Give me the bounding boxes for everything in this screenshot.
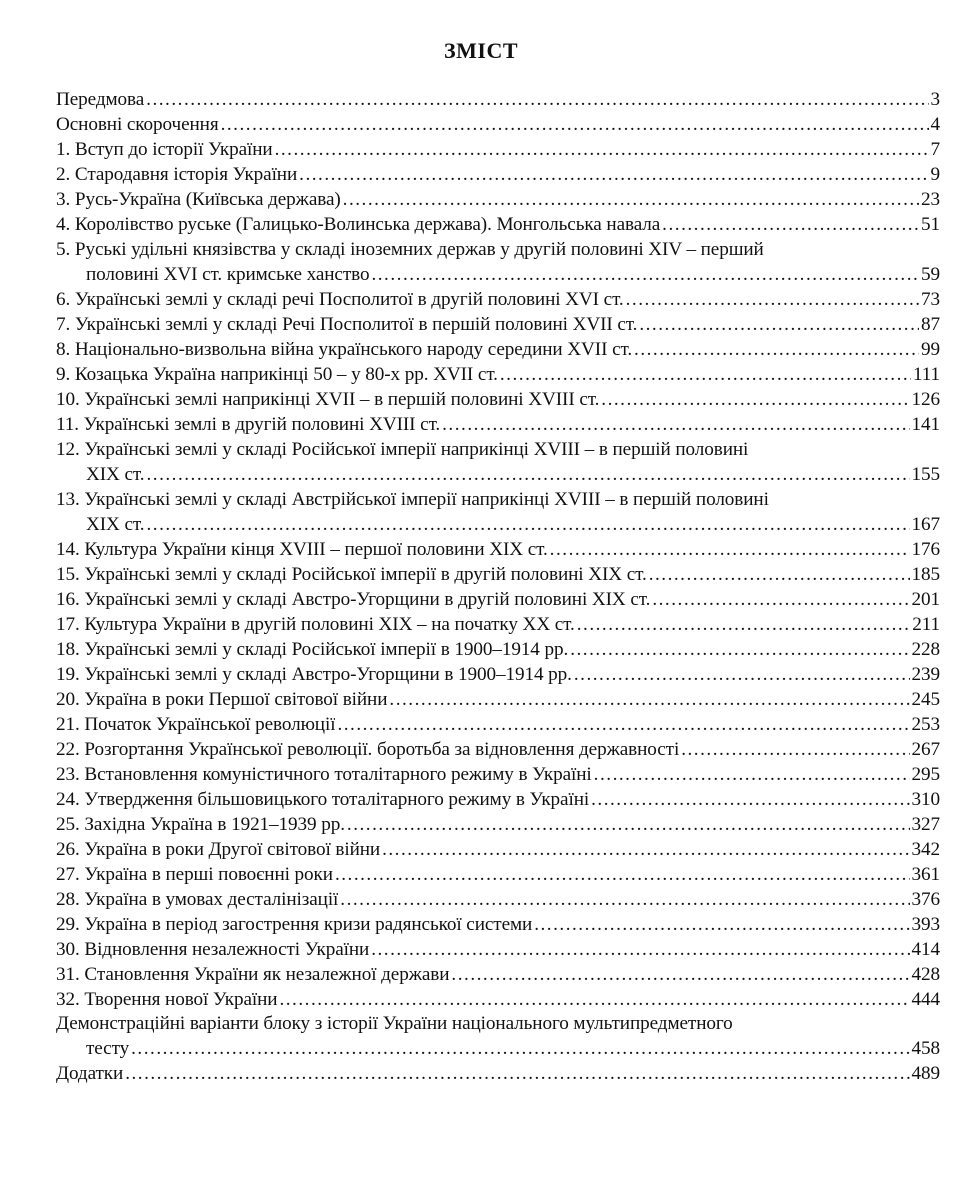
toc-entry-title: 17. Культура України в другій половині XIX – на початку XX ст.: [56, 613, 575, 635]
toc-entry-title: 9. Козацька Україна наприкінці 50 – у 80-х рр. XVII ст.: [56, 364, 498, 385]
toc-entry-page: 111: [912, 364, 940, 385]
toc-leader-dots: [146, 463, 909, 488]
toc-entry-page: 141: [911, 414, 940, 435]
toc-entry: [56, 562, 940, 587]
toc-leader-dots: [591, 787, 909, 812]
toc-entry: [56, 363, 940, 388]
toc-leader-dots: [442, 413, 909, 438]
toc-leader-dots: [550, 537, 910, 562]
toc-entry-page: 7: [930, 139, 940, 161]
toc-entry-title: 10. Українські землі наприкінці XVII – в першій половині XVIII ст.: [56, 389, 600, 410]
toc-entry-page: 342: [911, 838, 940, 860]
toc-leader-dots: [577, 612, 910, 637]
toc-entry-page: 4: [930, 114, 940, 136]
toc-entry-page: 228: [911, 638, 940, 660]
toc-entry-title: 25. Західна Україна в 1921–1939 рр.: [56, 813, 345, 835]
toc-entry: [56, 962, 940, 987]
toc-entry-page: 361: [911, 863, 940, 885]
toc-entry-title: 8. Національно-визвольна війна українського народу середини XVII ст.: [56, 339, 633, 360]
toc-entry: [56, 213, 940, 238]
toc-leader-dots: [221, 113, 929, 138]
toc-entry-page: 185: [911, 563, 940, 585]
toc-entry-multiline: [56, 1012, 940, 1062]
toc-entry-title: половині XVI ст. кримське ханство: [86, 264, 370, 285]
toc-entry-title: 20. Україна в роки Першої світової війни: [56, 688, 388, 710]
toc-entry-title: 15. Українські землі у складі Російської імперії в другій половині XIX ст.: [56, 563, 647, 585]
toc-leader-dots: [347, 812, 910, 837]
toc-entry-page: 167: [911, 513, 940, 535]
toc-entry-title: 27. Україна в перші повоєнні роки: [56, 863, 333, 885]
toc-entry-page: 201: [911, 588, 940, 610]
toc-entry-title: XIX ст.: [86, 463, 145, 485]
toc-entry-title: 26. Україна в роки Другої світової війни: [56, 838, 381, 860]
toc-entry: [56, 662, 940, 687]
toc-entry-title: 7. Українські землі у складі Речі Посполитої в першій половині XVII ст.: [56, 314, 638, 335]
toc-entry: [56, 687, 940, 712]
toc-entry-page: 51: [921, 214, 940, 236]
toc-entry-page: 73: [921, 289, 940, 310]
toc-entry-page: 458: [911, 1038, 940, 1060]
toc-entry-title: 23. Встановлення комуністичного тоталітарного режиму в Україні: [56, 763, 592, 785]
toc-entry-title: 32. Творення нової України: [56, 988, 278, 1010]
toc-entry: [56, 887, 940, 912]
toc-entry-page: 211: [912, 613, 940, 635]
toc-entry: [56, 463, 940, 488]
toc-leader-dots: [343, 188, 919, 213]
toc-entry: [56, 537, 940, 562]
toc-entry: [56, 837, 940, 862]
toc-entry-title-line1: 5. Руські удільні князівства у складі іноземних держав у другій половині XIV – перший: [56, 239, 764, 260]
toc-entry: [56, 313, 940, 338]
toc-leader-dots: [335, 862, 910, 887]
toc-entry-page: 489: [911, 1063, 940, 1085]
toc-entry: [56, 413, 940, 438]
toc-leader-dots: [601, 388, 909, 413]
toc-leader-dots: [662, 213, 919, 238]
toc-leader-dots: [681, 737, 909, 762]
toc-leader-dots: [649, 562, 910, 587]
toc-entry: [56, 637, 940, 662]
toc-entry-title: 14. Культура України кінця XVIII – першої половини XIX ст.: [56, 538, 548, 560]
toc-entry-title: 31. Становлення України як незалежної держави: [56, 963, 450, 985]
toc-entry-title: XIX ст.: [86, 513, 145, 535]
toc-entry-page: 9: [930, 164, 940, 186]
toc-entry-title: Передмова: [56, 89, 145, 111]
table-of-contents: [56, 88, 940, 1087]
toc-entry-page: 295: [911, 763, 940, 785]
toc-entry-page: 253: [911, 713, 940, 735]
toc-entry-title: Додатки: [56, 1063, 124, 1085]
toc-entry: [56, 737, 940, 762]
toc-entry: [56, 388, 940, 413]
toc-entry: [56, 288, 940, 313]
toc-entry-page: 267: [911, 738, 940, 760]
toc-entry-title: 28. Україна в умовах десталінізації: [56, 888, 339, 910]
toc-entry: [56, 812, 940, 837]
toc-entry-title: 19. Українські землі у складі Австро-Угорщини в 1900–1914 рр.: [56, 663, 572, 685]
toc-leader-dots: [146, 512, 909, 537]
toc-leader-dots: [652, 587, 909, 612]
toc-entry: [56, 138, 940, 163]
toc-leader-dots: [146, 88, 928, 113]
toc-entry-title: 21. Початок Української революції: [56, 713, 336, 735]
toc-leader-dots: [382, 837, 909, 862]
toc-entry-page: 444: [911, 988, 940, 1010]
toc-leader-dots: [299, 163, 928, 188]
toc-entry-page: 239: [911, 663, 940, 685]
toc-entry: [56, 712, 940, 737]
toc-entry-page: 59: [921, 264, 940, 285]
toc-entry: [56, 163, 940, 188]
toc-entry-title: 4. Королівство руське (Галицько-Волинська держава). Монгольська навала: [56, 214, 661, 236]
toc-leader-dots: [594, 762, 910, 787]
toc-leader-dots: [337, 712, 909, 737]
toc-entry-title: 30. Відновлення незалежності України: [56, 938, 370, 960]
toc-entry-page: 3: [930, 89, 940, 111]
toc-leader-dots: [500, 363, 911, 388]
toc-entry: [56, 263, 940, 288]
toc-entry-page: 126: [911, 389, 940, 410]
toc-entry-page: 155: [911, 463, 940, 485]
toc-entry: [56, 912, 940, 937]
toc-entry: [56, 1062, 940, 1087]
toc-entry-page: 87: [921, 314, 940, 335]
toc-entry-page: 99: [921, 339, 940, 360]
toc-entry-multiline: [56, 238, 940, 288]
toc-leader-dots: [371, 263, 919, 288]
toc-entry-title: Основні скорочення: [56, 114, 219, 136]
toc-entry-title-line1: Демонстраційні варіанти блоку з історії України національного мультипредметного: [56, 1013, 733, 1035]
toc-leader-dots: [534, 912, 909, 937]
toc-entry-title-line1: 12. Українські землі у складі Російської імперії наприкінці XVIII – в першій половині: [56, 438, 749, 460]
toc-leader-dots: [371, 937, 909, 962]
toc-entry: [56, 987, 940, 1012]
toc-entry-title: 24. Утвердження більшовицького тоталітарного режиму в Україні: [56, 788, 590, 810]
toc-entry-multiline: [56, 438, 940, 488]
toc-entry-title: 2. Стародавня історія України: [56, 164, 298, 186]
toc-entry-page: 414: [911, 938, 940, 960]
toc-leader-dots: [634, 338, 919, 363]
toc-leader-dots: [389, 687, 909, 712]
toc-leader-dots: [279, 987, 909, 1012]
toc-entry: [56, 1037, 940, 1062]
toc-entry-page: 393: [911, 913, 940, 935]
toc-leader-dots: [626, 288, 919, 313]
toc-entry-title: 11. Українські землі в другій половині XVIII ст.: [56, 414, 441, 435]
toc-entry: [56, 762, 940, 787]
toc-leader-dots: [275, 138, 929, 163]
toc-entry-page: 428: [911, 963, 940, 985]
toc-entry: [56, 862, 940, 887]
toc-entry: [56, 113, 940, 138]
toc-entry: [56, 512, 940, 537]
toc-entry: [56, 937, 940, 962]
toc-leader-dots: [639, 313, 919, 338]
toc-entry-title: 6. Українські землі у складі речі Посполитої в другій половині XVI ст.: [56, 289, 624, 310]
toc-leader-dots: [451, 962, 909, 987]
toc-entry: [56, 787, 940, 812]
toc-entry-title: 18. Українські землі у складі Російської імперії в 1900–1914 рр.: [56, 638, 569, 660]
toc-entry-title: 1. Вступ до історії України: [56, 139, 273, 161]
toc-entry-title: 22. Розгортання Української революції. боротьба за відновлення державності: [56, 738, 680, 760]
toc-leader-dots: [574, 662, 910, 687]
toc-entry-page: 176: [911, 538, 940, 560]
toc-leader-dots: [131, 1037, 909, 1062]
toc-entry-title: 3. Русь-Україна (Київська держава): [56, 189, 341, 211]
toc-entry-page: 23: [921, 189, 940, 211]
toc-entry: [56, 338, 940, 363]
toc-entry-title-line1: 13. Українські землі у складі Австрійської імперії наприкінці XVIII – в першій половині: [56, 488, 769, 510]
page-title: ЗМІСТ: [444, 38, 518, 63]
toc-entry: [56, 188, 940, 213]
toc-entry: [56, 88, 940, 113]
toc-entry: [56, 612, 940, 637]
toc-leader-dots: [570, 637, 909, 662]
toc-entry-page: 310: [911, 788, 940, 810]
toc-entry-title: 16. Українські землі у складі Австро-Угорщини в другій половині XIX ст.: [56, 588, 651, 610]
toc-entry-page: 376: [911, 888, 940, 910]
toc-leader-dots: [340, 887, 909, 912]
toc-entry-title: 29. Україна в період загострення кризи радянської системи: [56, 913, 533, 935]
toc-entry-multiline: [56, 488, 940, 538]
toc-entry-title: тесту: [86, 1038, 130, 1060]
toc-entry: [56, 587, 940, 612]
toc-entry-page: 245: [911, 688, 940, 710]
toc-leader-dots: [125, 1062, 909, 1087]
toc-entry-page: 327: [911, 813, 940, 835]
